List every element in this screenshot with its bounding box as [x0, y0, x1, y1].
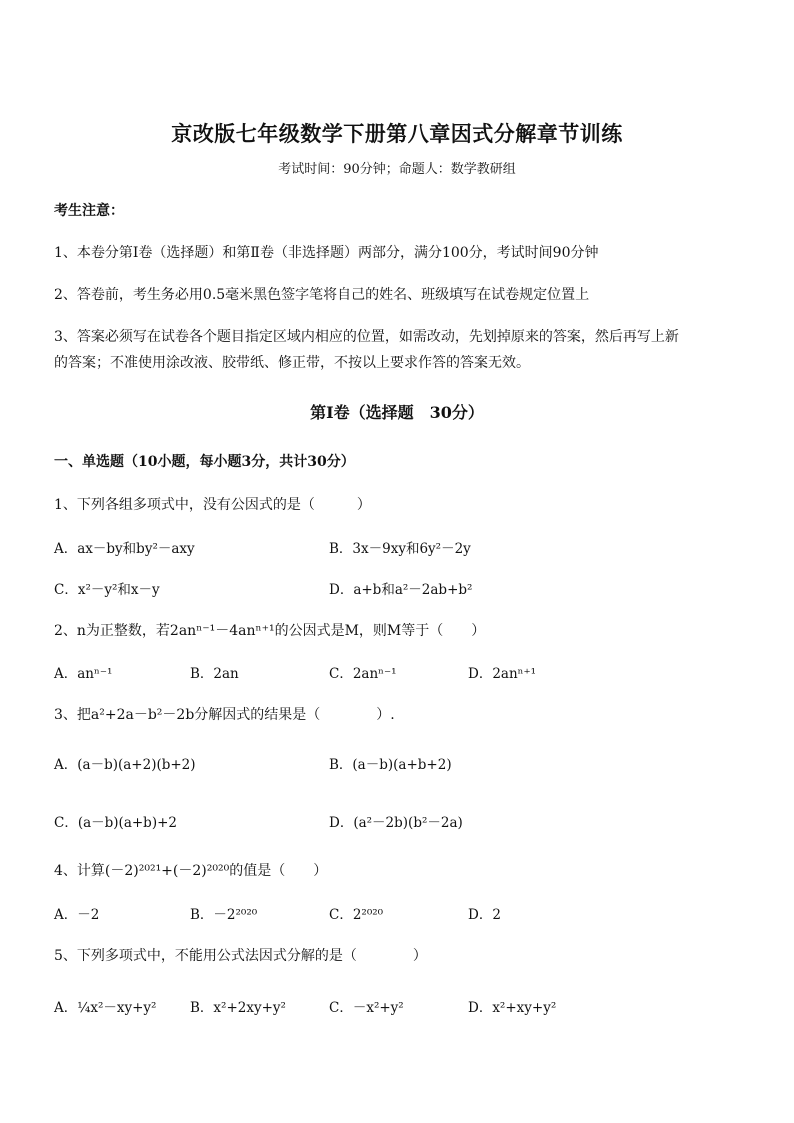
question-2-option-c[interactable]: C．2anⁿ⁻¹	[329, 666, 397, 682]
question-5-option-b[interactable]: B．x²+2xy+y²	[190, 1000, 286, 1016]
question-2-option-a[interactable]: A．anⁿ⁻¹	[54, 666, 113, 682]
notice-heading: 考生注意：	[54, 203, 124, 219]
question-5-option-c[interactable]: C．－x²+y²	[329, 1000, 404, 1016]
question-2-option-b[interactable]: B．2an	[190, 666, 239, 682]
question-5-option-a[interactable]: A．¼x²－xy+y²	[54, 1000, 157, 1016]
part-heading: 一、单选题（10小题，每小题3分，共计30分）	[54, 454, 355, 470]
exam-info: 考试时间：90分钟；命题人：数学教研组	[278, 162, 516, 177]
question-3-option-a[interactable]: A．(a－b)(a+2)(b+2)	[54, 757, 196, 773]
question-4-option-b[interactable]: B．－2²⁰²⁰	[190, 907, 258, 923]
notice-rule: 2、答卷前，考生务必用0.5毫米黑色签字笔将自己的姓名、班级填写在试卷规定位置上	[54, 287, 590, 303]
question-4-option-c[interactable]: C．2²⁰²⁰	[329, 907, 384, 923]
notice-rule: 1、本卷分第Ⅰ卷（选择题）和第Ⅱ卷（非选择题）两部分，满分100分，考试时间90分钟	[54, 245, 599, 261]
question-1-option-a[interactable]: A．ax－by和by²－axy	[54, 541, 195, 557]
question-1-stem: 1、下列各组多项式中，没有公因式的是（ ）	[54, 497, 371, 513]
question-4-stem: 4、计算(－2)²⁰²¹+(－2)²⁰²⁰的值是（ ）	[54, 863, 328, 879]
notice-rule: 3、答案必须写在试卷各个题目指定区域内相应的位置，如需改动，先划掉原来的答案，然后再写上新	[54, 329, 679, 345]
question-1-option-d[interactable]: D．a+b和a²－2ab+b²	[329, 582, 473, 598]
section-title: 第Ⅰ卷（选择题 30分）	[310, 403, 484, 422]
question-2-stem: 2、n为正整数，若2anⁿ⁻¹－4anⁿ⁺¹的公因式是M，则M等于（ ）	[54, 623, 486, 639]
question-4-option-a[interactable]: A．－2	[54, 907, 100, 923]
question-3-option-b[interactable]: B．(a－b)(a+b+2)	[329, 757, 452, 773]
notice-rule-continued: 的答案；不准使用涂改液、胶带纸、修正带，不按以上要求作答的答案无效。	[54, 355, 530, 371]
question-3-stem: 3、把a²+2a－b²－2b分解因式的结果是（ ）.	[54, 707, 395, 723]
question-1-option-b[interactable]: B．3x－9xy和6y²－2y	[329, 541, 471, 557]
question-3-option-c[interactable]: C．(a－b)(a+b)+2	[54, 815, 177, 831]
question-2-option-d[interactable]: D．2anⁿ⁺¹	[468, 666, 537, 682]
question-5-stem: 5、下列多项式中，不能用公式法因式分解的是（ ）	[54, 948, 427, 964]
question-1-option-c[interactable]: C．x²－y²和x－y	[54, 582, 160, 598]
question-3-option-d[interactable]: D．(a²－2b)(b²－2a)	[329, 815, 463, 831]
question-5-option-d[interactable]: D．x²+xy+y²	[468, 1000, 557, 1016]
question-4-option-d[interactable]: D．2	[468, 907, 501, 923]
page-title: 京改版七年级数学下册第八章因式分解章节训练	[171, 121, 623, 146]
